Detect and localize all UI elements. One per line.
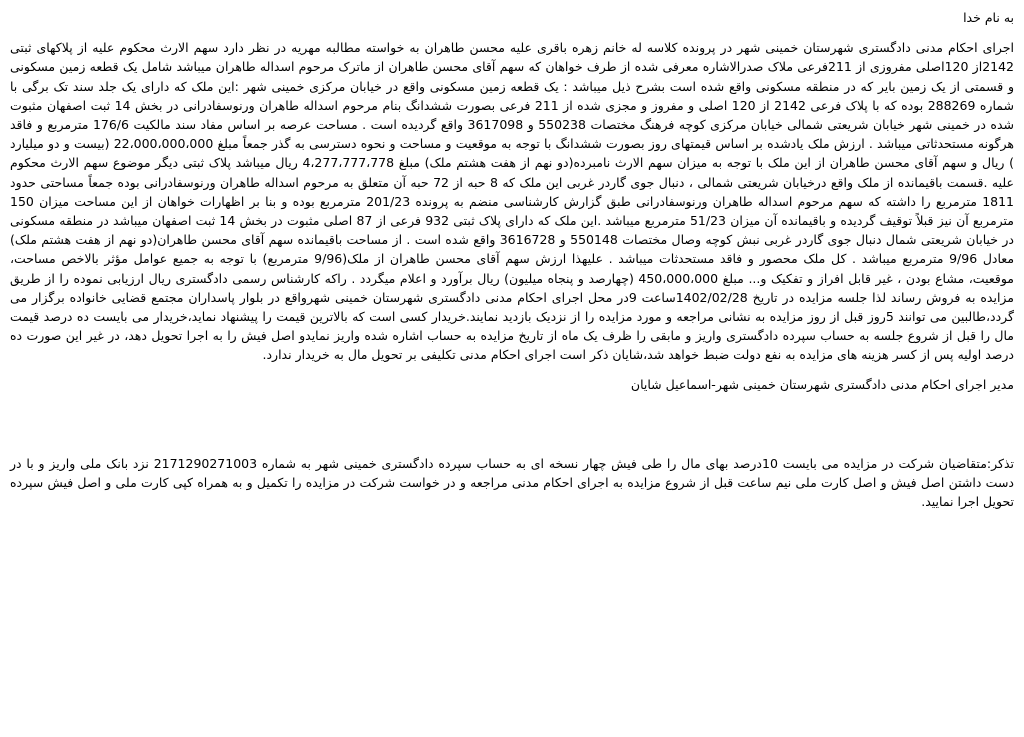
notice-body: اجرای احکام مدنی دادگستری شهرستان خمینی شهر در پرونده کلاسه له خانم زهره باقری علیه محسن طاهران به خواسته مطالبه مهریه در نظر دارد سهم الارث محکوم علیه از پلاکهای ثبتی 2142از 120اصلی مفروزی از 211فرعی ملاک صدرالاشاره معرفی شده از طرف خواهان که سهم آقای محسن طاهران از ماترک مرحوم اسداله طاهران میباشد شامل یک قطعه زمین مسکونی و قسمتی از یک زمین بایر که در منطقه مسکونی واقع شده است بشرح ذیل میباشد : یک قطعه زمین مسکونی واقع در خیابان مرکزی خمینی شهر :این ملک که دارای یک جلد سند تک برگی با شماره 288269 بوده که با پلاک فرعی 2142 از 120 اصلی و مفروز و مجزی شده از 211 فرعی بصورت ششدانگ بنام مرحوم اسداله طاهران ورنوسفادرانی در بخش 14 ثبت اصفهان مثبوت شده در خمینی شهر خیابان شریعتی شمالی خیابان مرکزی کوچه فرهنگ مختصات 550238 و 3617098 واقع گردیده است . مساحت عرصه بر اساس مفاد سند مالکیت 176/6 مترمربع و فاقد هرگونه مستحدثاتی میباشد . ارزش ملک یادشده بر اساس قیمتهای روز بصورت ششدانگ با توجه به موقعیت و مساحت و نحوه دسترسی به گذر جمعاً مبلغ 22،000،000،000 (بیست و دو میلیارد ) ریال و سهم آقای محسن طاهران از این ملک با توجه به میزان سهم الارث نامبرده(دو نهم از هفت هشتم ملک) مبلغ 4،277،777،778 ریال میباشد پلاک ثبتی دیگر موضوع سهم الارث محکوم علیه .قسمت باقیمانده از ملک واقع درخیابان شریعتی شمالی ، دنبال جوی گاردر غربی این ملک که 8 حبه از 72 حبه آن متعلق به مرحوم اسداله طاهران ورنوسفادرانی بوده جمعاً مساحتی حدود 1811 مترمربع را داشته که سهم مرحوم اسداله طاهران ورنوسفادرانی طبق گزارش کارشناسی منضم به پرونده 201/23 مترمربع بوده و بنا بر اظهارات خواهان از این مساحت میزان 150 مترمربع آن نیز قبلاً توقیف گردیده و باقیمانده آن میزان 51/23 مترمربع میباشد .این ملک که دارای پلاک ثبتی 932 فرعی از 87 اصلی مثبوت در بخش 14 ثبت اصفهان میباشد در منطقه مسکونی در خیابان شریعتی شمال دنبال جوی گاردر غربی نبش کوچه وصال مختصات 550148 و 3616728 واقع شده است . از مساحت باقیمانده سهم آقای محسن طاهران(دو نهم از هفت هشتم ملک) معادل 9/96 مترمربع میباشد . کل ملک محصور و فاقد مستحدثات میباشد . علیهذا ارزش سهم آقای محسن طاهران از ملک(9/96 مترمربع) با توجه به جمیع عوامل مؤثر بالاخص مساحت، موقعیت، مشاع بودن ، غیر قابل افراز و تفکیک و... مبلغ 450،000،000 (چهارصد و پنجاه میلیون) ریال برآورد و اعلام میگردد . راکه کارشناس رسمی دادگستری ریال ارزیابی نموده را از طریق مزایده به فروش رساند لذا جلسه مزایده در تاریخ 1402/02/28ساعت 9در محل اجرای احکام مدنی دادگستری شهرستان خمینی شهرواقع در بلوار پاسداران مجتمع قضایی خانواده برگزار می گردد،طالبین می توانند 5روز قبل از روز مزایده به نشانی مراجعه و مورد مزایده را از نزدیک بازدید نمایند.خریدار کسی است که بالاترین قیمت را پیشنهاد نماید،خریدار می بایست ده درصد قیمت مال را قبل از شروع جلسه به حساب سپرده دادگستری واریز و مابقی را ظرف یک ماه از تاریخ مزایده به حساب اشاره شده واریز نمایدو اصل فیش را به اجرا تحویل دهد، در غیر این صورت ده درصد اولیه پس از کسر هزینه های مزایده به نفع دولت ضبط خواهد شد،شایان ذکر است اجرای احکام مدنی تکلیفی بر تحویل مال به خریدار ندارد.	[10, 40, 1015, 363]
signature-line: مدیر اجرای احکام مدنی دادگستری شهرستان خمینی شهر-اسماعیل شایان	[630, 376, 1014, 392]
auction-notice	[10, 8, 1014, 511]
notice-footnote: تذکر:متقاضیان شرکت در مزایده می بایست 10درصد بهای مال را طی فیش چهار نسخه ای به حساب سپرده دادگستری خمینی شهر به شماره 2171290271003 نزد بانک ملی واریز و با در دست داشتن اصل فیش و اصل کارت ملی نیم ساعت قبل از شروع مزایده به اجرای احکام مدنی مراجعه و در خواست شرکت در مزایده را تکمیل و به همراه کپی کارت ملی و اصل فیش سپرده تحویل اجرا نمایید.	[10, 455, 1015, 510]
document-heading: به نام خدا	[963, 10, 1014, 25]
